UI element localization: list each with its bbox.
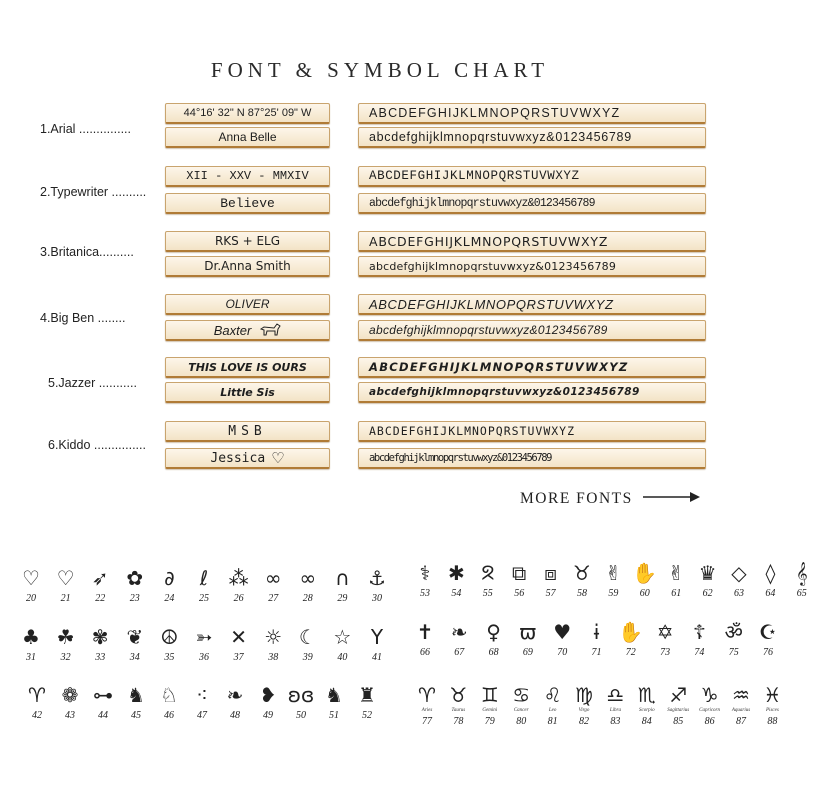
symbol-number: 85	[673, 716, 684, 727]
sample-bar: Anna Belle	[165, 127, 330, 148]
graduation-cap-icon: ◇	[731, 561, 747, 585]
symbol-cell	[83, 624, 117, 663]
symbol-cell	[20, 682, 54, 721]
baby-feet-icon: ⁂	[228, 566, 249, 590]
sample-bar: Little Sis	[165, 382, 330, 403]
arrow-heart-icon: ➶	[91, 566, 109, 590]
aquarius-icon: ♒	[732, 683, 750, 707]
symbol-cell	[580, 619, 614, 658]
hamsa-icon: ✋	[618, 620, 644, 644]
sagittarius-icon: ♐	[669, 683, 688, 707]
symbol-cell	[49, 624, 83, 663]
symbol-caption: Taurus	[451, 708, 466, 713]
font-label: 4.Big Ben ........	[40, 311, 126, 325]
lowercase-bar: abcdefghijklmnopqrstuvwxyz&0123456789	[358, 193, 706, 214]
sample-bar: OLIVER	[165, 294, 330, 315]
symbol-number: 66	[420, 647, 430, 658]
symbol-caption: Aries	[421, 708, 433, 713]
symbol-cell	[565, 560, 599, 599]
symbol-number: 60	[639, 588, 650, 599]
symbol-cell	[152, 624, 186, 663]
symbol-number: 67	[454, 647, 465, 658]
wings-icon: ϖ	[519, 620, 537, 644]
lotus-icon: ❦	[126, 625, 144, 649]
wine-glass-icon: ♈	[28, 683, 46, 707]
symbol-cell	[504, 682, 538, 727]
symbol-number: 33	[95, 652, 106, 663]
symbol-cell	[53, 682, 87, 721]
symbol-number: 88	[767, 716, 778, 727]
symbol-number: 57	[545, 588, 556, 599]
symbol-cell	[256, 565, 290, 604]
symbol-cell	[753, 560, 787, 599]
symbol-caption: Leo	[548, 708, 557, 713]
cancer-icon: ♋	[512, 683, 531, 707]
symbol-number: 79	[484, 716, 495, 727]
caduceus-icon: ⚕	[419, 561, 431, 585]
symbol-cell	[410, 682, 444, 727]
symbol-cell	[628, 560, 662, 599]
symbol-caption: Sagittarius	[667, 708, 690, 713]
symbol-cell	[567, 682, 601, 727]
symbol-number: 53	[420, 588, 430, 599]
symbol-cell	[598, 682, 632, 727]
symbol-number: 82	[579, 716, 589, 727]
symbol-caption: Cancer	[513, 708, 529, 713]
symbol-cell	[360, 565, 394, 604]
leo-icon: ♌	[543, 683, 562, 707]
sample-text: Baxter	[213, 322, 252, 338]
symbol-cell	[218, 682, 252, 721]
symbol-cell	[360, 624, 394, 663]
sample-bar: Believe	[165, 193, 330, 214]
sample-bar	[165, 448, 330, 469]
symbol-cell	[691, 560, 725, 599]
flower-icon: ✿	[126, 566, 144, 590]
symbol-number: 71	[591, 647, 602, 658]
symbol-number: 38	[268, 652, 279, 663]
infinity-icon: ∞	[264, 566, 282, 590]
symbol-caption: Scorpio	[639, 708, 655, 713]
symbol-cell	[317, 682, 351, 721]
symbol-cell	[473, 682, 507, 727]
symbol-number: 20	[26, 593, 36, 604]
symbol-cell	[291, 565, 325, 604]
winged-heart-icon: ♥	[553, 620, 572, 644]
font-label: 6.Kiddo ...............	[48, 438, 146, 452]
martini-icon: Y	[370, 625, 384, 649]
symbol-cell	[14, 565, 48, 604]
lowercase-bar: abcdefghijklmnopqrstuvwxyz&0123456789	[358, 256, 706, 277]
symbol-cell	[682, 619, 716, 658]
uppercase-bar: ABCDEFGHIJKLMNOPQRSTUVWXYZ	[358, 103, 706, 124]
symbol-number: 31	[26, 652, 36, 663]
symbol-cell	[439, 560, 473, 599]
symbol-cell	[471, 560, 505, 599]
om-icon: ॐ	[724, 620, 743, 644]
arrow-right-icon	[643, 490, 701, 508]
symbol-cell	[441, 682, 475, 727]
anchor-icon: ⚓	[368, 566, 386, 590]
puzzle-icon: ⧉	[512, 561, 527, 585]
font-label: 2.Typewriter ..........	[40, 185, 147, 199]
symbol-caption: Capricorn	[699, 708, 721, 713]
orthodox-cross-icon: ☦	[692, 620, 706, 644]
symbol-cell	[751, 619, 785, 658]
symbol-cell	[291, 624, 325, 663]
horse-icon: ♞	[325, 683, 343, 707]
puzzle-pieces-icon: ⧈	[544, 561, 557, 585]
paw-prints-icon: ⁖	[196, 683, 208, 707]
symbol-cell	[118, 624, 152, 663]
symbol-number: 68	[488, 647, 499, 658]
symbol-number: 74	[694, 647, 705, 658]
symbol-cell	[222, 565, 256, 604]
symbol-cell	[661, 682, 695, 727]
symbol-number: 52	[362, 710, 372, 721]
virgo-icon: ♍	[575, 683, 593, 707]
sample-bar: MSB	[165, 421, 330, 442]
symbol-number: 81	[547, 716, 558, 727]
uppercase-bar: ABCDEFGHIJKLMNOPQRSTUVWXYZ	[358, 421, 706, 442]
elephant-icon: ♜	[358, 683, 376, 707]
treble-clef-icon: 𝄞	[795, 561, 808, 585]
symbol-number: 56	[514, 588, 525, 599]
symbol-number: 76	[763, 647, 773, 658]
star-of-david-icon: ✡	[656, 620, 674, 644]
uppercase-bar: ABCDEFGHIJKLMNOPQRSTUVWXYZ	[358, 166, 706, 187]
crescent-star-icon: ☪	[759, 620, 777, 644]
symbol-number: 26	[233, 593, 244, 604]
symbol-cell	[630, 682, 664, 727]
flower-stem-icon: ✾	[91, 625, 109, 649]
symbol-number: 28	[302, 593, 313, 604]
symbol-number: 32	[60, 652, 71, 663]
scorpio-icon: ♏	[637, 683, 656, 707]
star-of-life-icon: ✱	[448, 561, 465, 585]
symbol-number: 59	[608, 588, 619, 599]
symbol-number: 43	[65, 710, 75, 721]
symbol-number: 61	[671, 588, 682, 599]
footprints-icon: ℓ	[199, 566, 209, 590]
symbol-cell	[442, 619, 476, 658]
symbol-cell	[187, 624, 221, 663]
symbol-cell	[785, 560, 819, 599]
symbol-caption: Pisces	[766, 708, 779, 713]
symbol-cell	[614, 619, 648, 658]
font-label: 5.Jazzer ...........	[48, 376, 137, 390]
symbol-number: 24	[164, 593, 175, 604]
moon-icon: ☾	[298, 625, 317, 649]
more-fonts-link[interactable]	[520, 490, 701, 508]
symbol-number: 49	[263, 710, 273, 721]
lowercase-bar: abcdefghijklmnopqrstuvwxyz&0123456789	[358, 320, 706, 341]
heart-icon: ♡	[22, 566, 40, 590]
symbol-cell	[86, 682, 120, 721]
lowercase-bar: abcdefghijklmnopqrstuvwxyz&0123456789	[358, 127, 706, 148]
symbol-number: 64	[765, 588, 776, 599]
symbol-cell	[693, 682, 727, 727]
symbol-cell	[724, 682, 758, 727]
symbol-cell	[187, 565, 221, 604]
symbol-cell	[755, 682, 789, 727]
symbol-cell	[534, 560, 568, 599]
symbol-number: 77	[422, 716, 432, 727]
symbol-number: 41	[372, 652, 382, 663]
sample-bar: 44°16' 32" N 87°25' 09" W	[165, 103, 330, 124]
symbol-cell	[659, 560, 693, 599]
ribbon-icon: ᘝ	[481, 561, 495, 585]
symbol-caption: Libra	[609, 708, 621, 713]
dog-icon: ♞	[127, 683, 145, 707]
libra-icon: ♎	[606, 683, 625, 707]
font-label: 3.Britanica..........	[40, 245, 134, 259]
peace-hand-icon: ✌	[667, 561, 685, 585]
rock-hand-icon: ✌	[605, 561, 622, 585]
symbol-number: 21	[60, 593, 71, 604]
uppercase-bar: ABCDEFGHIJKLMNOPQRSTUVWXYZ	[358, 294, 706, 315]
horseshoe-icon: ∩	[335, 566, 350, 590]
page-title: FONT & SYMBOL CHART	[210, 58, 550, 82]
taurus-icon: ♉	[449, 683, 468, 707]
angel-icon: ♀	[486, 620, 501, 644]
sample-bar: THIS LOVE IS OURS	[165, 357, 330, 378]
uppercase-bar: ABCDEFGHIJKLMNOPQRSTUVWXYZ	[358, 357, 706, 378]
symbol-number: 63	[734, 588, 744, 599]
symbol-number: 72	[625, 647, 636, 658]
symbol-number: 84	[641, 716, 652, 727]
symbol-cell	[722, 560, 756, 599]
symbol-caption: Virgo	[578, 708, 590, 713]
symbol-caption: Gemini	[482, 708, 498, 713]
dog-icon	[259, 323, 281, 337]
sample-bar: Dr.Anna Smith	[165, 256, 330, 277]
symbol-cell	[477, 619, 511, 658]
symbol-cell	[119, 682, 153, 721]
symbol-number: 35	[164, 652, 175, 663]
crown-icon: ♛	[698, 561, 717, 585]
bird-icon: ❥	[259, 683, 277, 707]
symbol-cell	[648, 619, 682, 658]
symbol-cell	[118, 565, 152, 604]
symbol-cell	[152, 565, 186, 604]
symbol-number: 48	[230, 710, 240, 721]
symbol-number: 46	[164, 710, 174, 721]
symbol-caption: Aquarius	[731, 708, 751, 713]
symbol-number: 29	[337, 593, 348, 604]
symbol-number: 54	[451, 588, 462, 599]
sample-bar: RKS + ELG	[165, 231, 330, 252]
symbol-number: 45	[131, 710, 141, 721]
cross-icon: ✝	[416, 620, 434, 644]
sample-bar: XII - XXV - MMXIV	[165, 166, 330, 187]
peace-icon: ☮	[160, 625, 179, 649]
symbol-number: 23	[129, 593, 140, 604]
tooth-icon: ♉	[573, 561, 591, 585]
symbol-number: 39	[302, 652, 313, 663]
symbol-cell	[83, 565, 117, 604]
symbol-number: 37	[233, 652, 244, 663]
candle-icon: ɨ	[593, 620, 600, 644]
symbol-cell	[536, 682, 570, 727]
symbol-cell	[502, 560, 536, 599]
lowercase-bar: abcdefghijklmnopqrstuvwxyz&0123456789	[358, 448, 706, 469]
capricorn-icon: ♑	[700, 683, 719, 707]
diamond-icon: ◊	[765, 561, 776, 585]
symbol-number: 47	[197, 710, 207, 721]
crossed-arrows-icon: ✕	[230, 625, 247, 649]
pisces-icon: ♓	[763, 683, 782, 707]
symbol-cell	[284, 682, 318, 721]
butterfly-icon: ʚɞ	[287, 683, 315, 707]
scribble-heart-icon: ♡	[56, 566, 75, 590]
symbol-number: 40	[337, 652, 348, 663]
symbol-number: 80	[516, 716, 527, 727]
symbol-cell	[185, 682, 219, 721]
symbol-number: 27	[268, 593, 279, 604]
symbol-number: 42	[32, 710, 42, 721]
symbol-number: 51	[329, 710, 339, 721]
symbol-cell	[49, 565, 83, 604]
arrow-icon: ➳	[195, 625, 213, 649]
symbol-cell	[408, 619, 442, 658]
dove-olive-icon: ❧	[450, 620, 468, 644]
paw-icon: ❁	[61, 683, 79, 707]
uppercase-bar: ABCDEFGHIJKLMNOPQRSTUVWXYZ	[358, 231, 706, 252]
symbol-number: 58	[577, 588, 587, 599]
symbol-cell	[325, 624, 359, 663]
sun-icon: ☼	[264, 625, 283, 649]
font-label: 1.Arial ...............	[40, 122, 131, 136]
symbol-cell	[717, 619, 751, 658]
dove-icon: ❧	[226, 683, 244, 707]
symbol-number: 34	[129, 652, 140, 663]
more-fonts-label: MORE FONTS	[520, 490, 633, 507]
symbol-number: 73	[660, 647, 671, 658]
symbol-cell	[596, 560, 630, 599]
symbol-cell	[350, 682, 384, 721]
symbol-number: 50	[296, 710, 306, 721]
symbol-cell	[152, 682, 186, 721]
gemini-icon: ♊	[480, 683, 499, 707]
symbol-cell	[251, 682, 285, 721]
symbol-number: 69	[522, 647, 533, 658]
symbol-number: 30	[372, 593, 382, 604]
bone-icon: ⊶	[93, 683, 113, 707]
symbol-number: 65	[796, 588, 807, 599]
symbol-cell	[511, 619, 545, 658]
symbol-number: 36	[199, 652, 209, 663]
symbol-number: 78	[453, 716, 464, 727]
symbol-number: 86	[704, 716, 715, 727]
symbol-number: 44	[98, 710, 108, 721]
sample-bar	[165, 320, 330, 341]
star-icon: ☆	[333, 625, 352, 649]
shaka-hand-icon: ✋	[632, 561, 658, 585]
aries-icon: ♈	[418, 683, 436, 707]
symbol-number: 70	[557, 647, 568, 658]
symbol-number: 75	[728, 647, 739, 658]
sample-text: Jessica	[210, 450, 266, 466]
symbol-cell	[545, 619, 579, 658]
symbol-number: 25	[199, 593, 209, 604]
symbol-number: 22	[95, 593, 106, 604]
symbol-number: 62	[702, 588, 713, 599]
symbol-cell	[256, 624, 290, 663]
symbol-number: 87	[736, 716, 746, 727]
lowercase-bar: abcdefghijklmnopqrstuvwxyz&0123456789	[358, 382, 706, 403]
tree-icon: ♣	[22, 625, 40, 649]
infinity-heart-icon: ∞	[299, 566, 317, 590]
symbol-number: 83	[610, 716, 621, 727]
symbol-cell	[408, 560, 442, 599]
clover-icon: ☘	[56, 625, 75, 649]
symbol-number: 55	[482, 588, 493, 599]
symbol-cell	[222, 624, 256, 663]
symbol-cell	[325, 565, 359, 604]
symbol-cell	[14, 624, 48, 663]
heart-outline-icon: ♡	[271, 449, 285, 467]
cat-icon: ♘	[160, 683, 178, 707]
baby-footprint-icon: ∂	[164, 566, 175, 590]
